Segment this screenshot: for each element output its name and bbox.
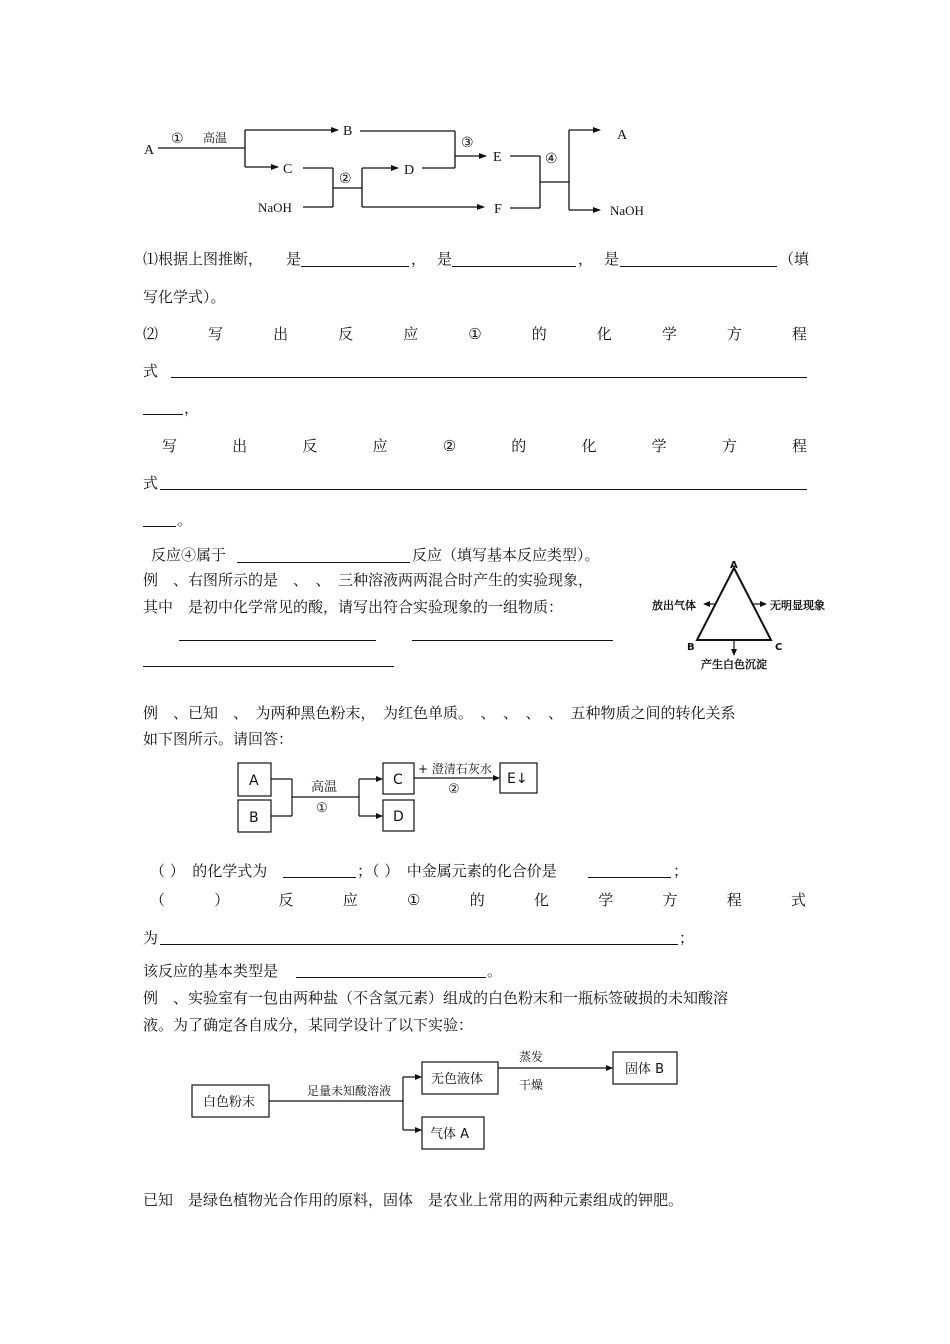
ex3-q1-end: ； [673,862,689,880]
reaction-4-prompt: 反应④属于 [151,546,227,564]
triangle-c: C [775,642,783,653]
node-c: C [283,162,293,177]
q1-line-2: 写化学式）。 [143,288,226,306]
box-d-label: D [393,809,404,825]
dry-label: 干燥 [519,1078,544,1092]
q2-period: 。 [177,511,193,529]
q2-line-3: 写 出 反 应 ② 的 化 学 方 程 [162,437,807,455]
final-statement: 已知 是绿色植物光合作用的原料，固体 是农业上常用的两种元素组成的钾肥。 [143,1191,684,1209]
naoh-input: NaOH [258,200,292,215]
evaporate-label: 蒸发 [519,1050,544,1064]
q2-line-1: ⑵ 写 出 反 应 ① 的 化 学 方 程 [143,325,807,343]
gas-a-box: 气体 A [430,1127,470,1142]
white-powder-box: 白色粉末 [203,1095,256,1110]
box-a-label: A [249,773,259,789]
ex4-line-2: 液。为了确定各自成分，某同学设计了以下实验： [143,1016,474,1034]
reaction-4-suffix: 反应（填写基本反应类型）。 [412,546,600,564]
q1-is-1: 是 [286,250,302,268]
ex3-q2-line: （ ） 反 应 ① 的 化 学 方 程 式 [150,891,806,909]
limewater-label: + 澄清石灰水 [418,762,492,776]
node-d: D [404,163,415,178]
q1-comma-2: ， [578,250,594,268]
ex4-line-1: 例 、实验室有一包由两种盐（不含氢元素）组成的白色粉末和一瓶标签破损的未知酸溶 [143,989,729,1007]
node-b: B [343,124,353,139]
ex3-q1-middle: ；（ ） 中金属元素的化合价是 [357,862,557,880]
high-temp-label-3: 高温 [311,780,338,795]
node-a: A [144,143,155,158]
ex3-semicolon: ； [679,929,695,947]
q1-is-2: 是 [437,250,453,268]
high-temp-label: 高温 [203,131,228,145]
node-a-output: A [617,128,628,143]
ex3-line-2: 如下图所示。请回答： [143,730,294,748]
triangle-left-label: 放出气体 [652,599,696,612]
triangle-right-label: 无明显现象 [770,599,825,612]
q1-is-3: 是 [604,250,620,268]
ex3-q1-prefix: （ ） 的化学式为 [150,862,268,880]
naoh-output: NaOH [610,203,644,218]
ex2-line-1: 例 、右图所示的是 、 、 三种溶液两两混合时产生的实验现象， [143,571,594,589]
reaction-2-label-3: ② [448,781,460,796]
ex3-line-1: 例 、已知 、 为两种黑色粉末， 为红色单质。 、 、 、 、 五种物质之间的转化关系 [143,704,736,722]
q1-comma-1: ， [411,250,427,268]
node-e: E [493,150,502,165]
ex2-line-2: 其中 是初中化学常见的酸，请写出符合实验现象的一组物质： [143,598,564,616]
acid-label: 足量未知酸溶液 [307,1084,392,1098]
q2-comma: ， [184,399,200,417]
solid-b-box: 固体 B [625,1062,665,1077]
liquid-box: 无色液体 [431,1072,484,1087]
box-c-label: C [393,772,403,788]
box-b-label: B [249,810,259,826]
q1-fill-prompt: （填 [779,250,810,268]
q1-prefix: ⑴根据上图推断， [143,250,264,268]
ex3-type-end: 。 [487,962,503,980]
reaction-1-label-3: ① [316,800,328,815]
reaction-4-label: ④ [545,152,558,167]
triangle-bottom-label: 产生白色沉淀 [701,658,767,671]
ex3-type-prompt: 该反应的基本类型是 [143,962,279,980]
reaction-3-label: ③ [461,136,474,151]
triangle-a: A [730,560,738,571]
q2-shi-2: 式 [143,474,159,492]
ex3-wei: 为 [143,929,159,947]
reaction-1-label: ① [171,132,184,147]
reaction-2-label: ② [339,172,352,187]
q2-shi-1: 式 [143,362,159,380]
node-f: F [494,202,502,217]
triangle-b: B [687,642,695,653]
box-e-label: E↓ [507,771,528,787]
